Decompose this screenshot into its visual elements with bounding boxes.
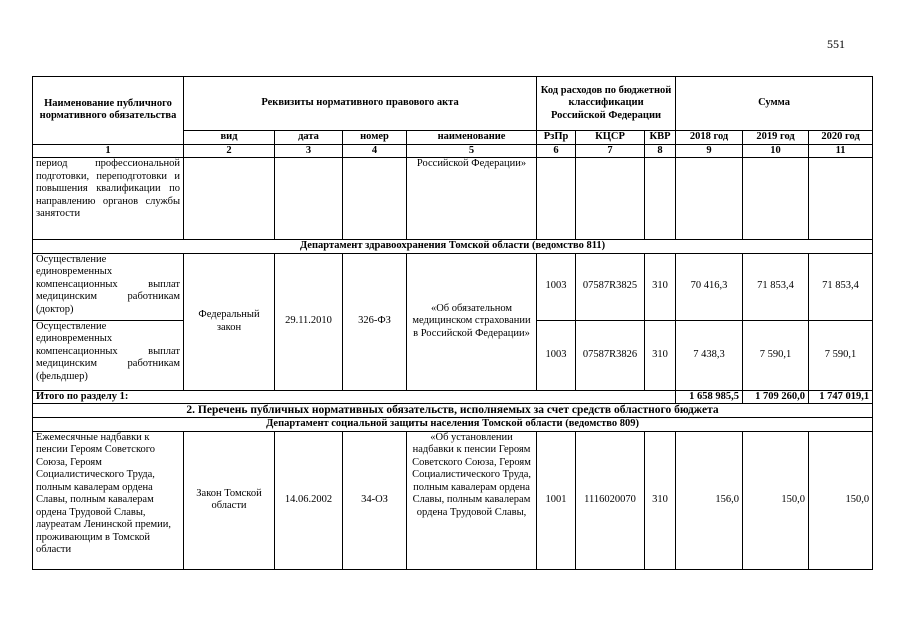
sum-2020: 7 590,1	[809, 320, 873, 390]
sum-2019: 150,0	[743, 431, 809, 569]
col-num: 4	[343, 144, 407, 158]
col-num: 2	[184, 144, 275, 158]
kvr-cell: 310	[645, 253, 676, 320]
sum-2019: 71 853,4	[743, 253, 809, 320]
act-kind: Федеральный закон	[184, 253, 275, 390]
header-sub-name: наименование	[407, 131, 537, 145]
department-row	[33, 240, 873, 254]
act-date: 14.06.2002	[275, 431, 343, 569]
table-row	[33, 253, 873, 320]
header-sum: Сумма	[676, 77, 873, 131]
table-row	[33, 158, 873, 240]
col-num: 1	[33, 144, 184, 158]
sum-2020: 150,0	[809, 431, 873, 569]
col-num: 5	[407, 144, 537, 158]
col-num: 11	[809, 144, 873, 158]
column-number-row	[33, 144, 873, 158]
kvr-cell: 310	[645, 320, 676, 390]
col-num: 7	[576, 144, 645, 158]
sum-2018: 70 416,3	[676, 253, 743, 320]
kvr-cell: 310	[645, 431, 676, 569]
obligation-name: Осуществление единовременных компенсационных выплат медицинским работникам (фельдшер)	[33, 320, 184, 390]
col-num: 8	[645, 144, 676, 158]
total-2020: 1 747 019,1	[809, 390, 873, 404]
act-number: 34-ОЗ	[343, 431, 407, 569]
page-number: 551	[827, 37, 845, 51]
header-sub-2020: 2020 год	[809, 131, 873, 145]
sum-2020: 71 853,4	[809, 253, 873, 320]
header-sub-date: дата	[275, 131, 343, 145]
department-title: Департамент здравоохранения Томской области (ведомство 811)	[33, 240, 873, 254]
act-name: «Об установлении надбавки к пенсии Героям Советского Союза, Героям Социалистического Труда, полным кавалерам ордена Славы, полным кавалерам ордена Трудовой Славы,	[407, 431, 537, 569]
header-name-col: Наименование публичного нормативного обязательства	[33, 77, 184, 145]
act-date: 29.11.2010	[275, 253, 343, 390]
sum-2019: 7 590,1	[743, 320, 809, 390]
header-sub-2018: 2018 год	[676, 131, 743, 145]
rzpr-cell: 1001	[537, 431, 576, 569]
pno-table	[32, 76, 873, 570]
header-sub-number: номер	[343, 131, 407, 145]
kcsr-cell: 1116020070	[576, 431, 645, 569]
header-sub-kind: вид	[184, 131, 275, 145]
col-num: 3	[275, 144, 343, 158]
total-2019: 1 709 260,0	[743, 390, 809, 404]
act-name: Российской Федерации»	[407, 158, 537, 240]
sum-2018: 7 438,3	[676, 320, 743, 390]
sum-2018: 156,0	[676, 431, 743, 569]
department-title: Департамент социальной защиты населения Томской области (ведомство 809)	[33, 418, 873, 432]
section-title: 2. Перечень публичных нормативных обязательств, исполняемых за счет средств областного бюджета	[33, 404, 873, 418]
header-sub-2019: 2019 год	[743, 131, 809, 145]
rzpr-cell: 1003	[537, 320, 576, 390]
rzpr-cell: 1003	[537, 253, 576, 320]
obligation-name: Осуществление единовременных компенсационных выплат медицинским работникам (доктор)	[33, 253, 184, 320]
table-row	[33, 431, 873, 569]
header-sub-kcsr: КЦСР	[576, 131, 645, 145]
col-num: 9	[676, 144, 743, 158]
act-name: «Об обязательном медицинском страховании в Российской Федерации»	[407, 253, 537, 390]
col-num: 10	[743, 144, 809, 158]
act-kind: Закон Томской области	[184, 431, 275, 569]
kcsr-cell: 07587R3826	[576, 320, 645, 390]
header-requisites: Реквизиты нормативного правового акта	[184, 77, 537, 131]
section-row	[33, 404, 873, 418]
header-sub-kvr: КВР	[645, 131, 676, 145]
total-row	[33, 390, 873, 404]
header-row	[33, 77, 873, 131]
department-row	[33, 418, 873, 432]
kcsr-cell: 07587R3825	[576, 253, 645, 320]
obligation-name: Ежемесячные надбавки к пенсии Героям Советского Союза, Героям Социалистического Труда, полным кавалерам ордена Славы, полным кавалерам ордена Трудовой Славы, лауреатам Ленинской премии, проживающим в Томской области	[33, 431, 184, 569]
col-num: 6	[537, 144, 576, 158]
header-codes: Код расходов по бюджетной классификации Российской Федерации	[537, 77, 676, 131]
act-number: 326-ФЗ	[343, 253, 407, 390]
header-sub-rzpr: РзПр	[537, 131, 576, 145]
total-2018: 1 658 985,5	[676, 390, 743, 404]
total-label: Итого по разделу 1:	[33, 390, 676, 404]
obligation-name: период профессиональной подготовки, переподготовки и повышения квалификации по направлению органов службы занятости	[33, 158, 184, 240]
